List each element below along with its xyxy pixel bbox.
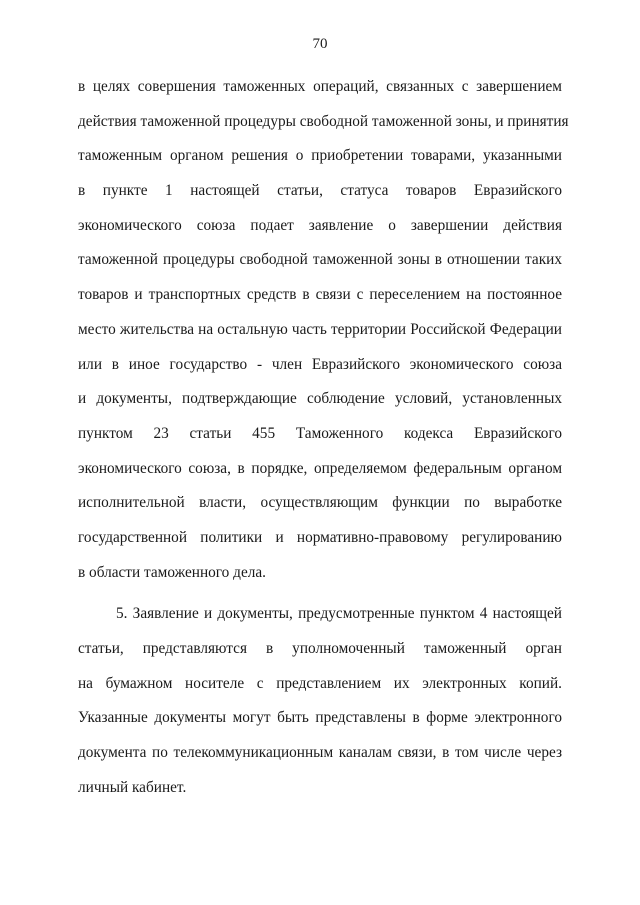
paragraph-2 <box>78 597 562 805</box>
page-number: 70 <box>312 36 328 52</box>
text-line: документа по телекоммуникационным каналам связи, в том числе через <box>78 744 562 762</box>
text-line: действия таможенной процедуры свободной таможенной зоны, и принятия <box>78 112 569 130</box>
text-line: экономического союза, в порядке, определяемом федеральным органом <box>78 459 562 477</box>
text-line: в целях совершения таможенных операций, связанных с завершением <box>78 78 562 95</box>
text-line: Указанные документы могут быть представлены в форме электронного <box>78 709 562 727</box>
text-line: исполнительной власти, осуществляющим функции по выработке <box>78 494 562 512</box>
text-line: и документы, подтверждающие соблюдение условий, установленных <box>78 390 562 408</box>
paragraph-spacer <box>78 590 562 597</box>
text-line: товаров и транспортных средств в связи с переселением на постоянное <box>78 286 562 304</box>
text-line: личный кабинет. <box>78 778 187 796</box>
text-line: на бумажном носителе с представлением их электронных копий. <box>78 674 562 692</box>
text-line: экономического союза подает заявление о завершении действия <box>78 216 562 234</box>
text-line: место жительства на остальную часть территории Российской Федерации <box>78 320 562 338</box>
document-body <box>78 70 569 805</box>
text-line: таможенным органом решения о приобретении товарами, указанными <box>78 147 562 165</box>
text-line: 5. Заявление и документы, предусмотренные пунктом 4 настоящей <box>116 605 562 623</box>
text-line: статьи, представляются в уполномоченный таможенный орган <box>78 640 562 657</box>
paragraph-1 <box>78 70 569 590</box>
text-line: в пункте 1 настоящей статьи, статуса товаров Евразийского <box>78 182 562 200</box>
text-line: или в иное государство - член Евразийского экономического союза <box>78 355 562 373</box>
text-line: государственной политики и нормативно-правовому регулированию <box>78 528 562 546</box>
text-line: пунктом 23 статьи 455 Таможенного кодекса Евразийского <box>78 424 562 442</box>
text-line: в области таможенного дела. <box>78 563 266 581</box>
text-line: таможенной процедуры свободной таможенной зоны в отношении таких <box>78 251 562 269</box>
